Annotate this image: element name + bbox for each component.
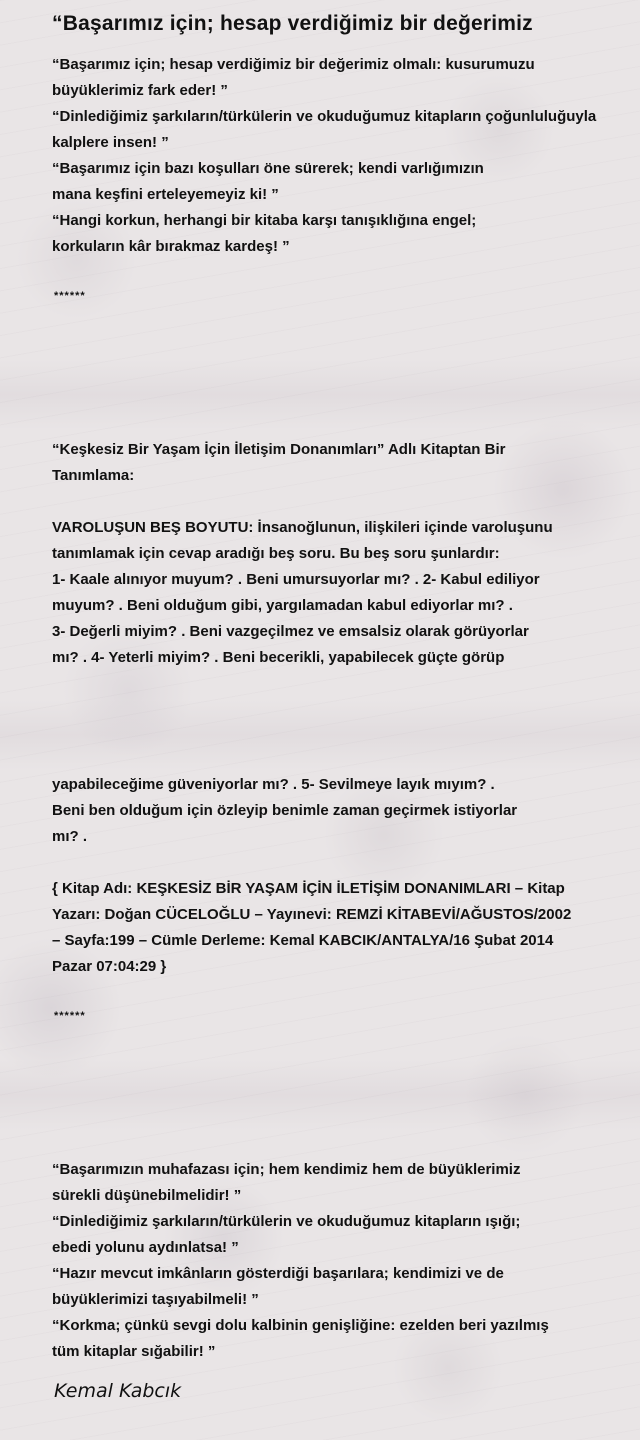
definition-line: yapabileceğime güveniyorlar mı? . 5- Sevilmeye layık mıyım? . xyxy=(52,776,495,793)
poem-first xyxy=(52,52,632,260)
poem-line: büyüklerimiz fark eder! ” xyxy=(52,82,228,99)
book-heading xyxy=(52,437,632,489)
definition-line: 1- Kaale alınıyor muyum? . Beni umursuyorlar mı? . 2- Kabul ediliyor xyxy=(52,571,540,588)
definition-line: mı? . xyxy=(52,828,88,845)
citation-line: Yazarı: Doğan CÜCELOĞLU – Yayınevi: REMZİ KİTABEVİ/AĞUSTOS/2002 xyxy=(52,906,572,923)
definition-part-1 xyxy=(52,515,632,671)
separator: ****** xyxy=(54,1010,86,1022)
poem-line: “Hangi korkun, herhangi bir kitaba karşı tanışıklığına engel; xyxy=(52,212,477,229)
heading-line: Tanımlama: xyxy=(52,467,135,484)
poem-line: “Korkma; çünkü sevgi dolu kalbinin genişliğine: ezelden beri yazılmış xyxy=(52,1317,549,1334)
poem-line: “Hazır mevcut imkânların gösterdiği başarılara; kendimizi ve de xyxy=(52,1265,504,1282)
definition-line: 3- Değerli miyim? . Beni vazgeçilmez ve emsalsiz olarak görüyorlar xyxy=(52,623,529,640)
poem-line: sürekli düşünebilmelidir! ” xyxy=(52,1187,242,1204)
poem-line: büyüklerimizi taşıyabilmeli! ” xyxy=(52,1291,259,1308)
poem-line: kalplere insen! ” xyxy=(52,134,169,151)
definition-line: mı? . 4- Yeterli miyim? . Beni becerikli, yapabilecek güçte görüp xyxy=(52,649,505,666)
paper-texture-band xyxy=(0,1060,640,1130)
definition-part-2 xyxy=(52,772,632,850)
poem-line: “Başarımız için bazı koşulları öne sürerek; kendi varlığımızın xyxy=(52,160,484,177)
poem-second xyxy=(52,1157,632,1365)
book-citation xyxy=(52,876,632,980)
poem-line: “Dinlediğimiz şarkıların/türkülerin ve okuduğumuz kitapların çoğunluluğuyla xyxy=(52,108,597,125)
definition-line: Beni ben olduğum için özleyip benimle zaman geçirmek istiyorlar xyxy=(52,802,518,819)
poem-line: tüm kitaplar sığabilir! ” xyxy=(52,1343,216,1360)
poem-line: ebedi yolunu aydınlatsa! ” xyxy=(52,1239,239,1256)
poem-line: mana keşfini erteleyemeyiz ki! ” xyxy=(52,186,279,203)
separator: ****** xyxy=(54,290,86,302)
definition-line: VAROLUŞUN BEŞ BOYUTU: İnsanoğlunun, ilişkileri içinde varoluşunu xyxy=(52,519,553,536)
author-signature: Kemal Kabcık xyxy=(54,1380,182,1402)
citation-line: Pazar 07:04:29 } xyxy=(52,958,167,975)
paper-texture-band xyxy=(0,360,640,430)
page-title: “Başarımız için; hesap verdiğimiz bir değerimiz xyxy=(52,12,533,35)
definition-line: tanımlamak için cevap aradığı beş soru. Bu beş soru şunlardır: xyxy=(52,545,500,562)
heading-line: “Keşkesiz Bir Yaşam İçin İletişim Donanımları” Adlı Kitaptan Bir xyxy=(52,441,506,458)
poem-line: “Dinlediğimiz şarkıların/türkülerin ve okuduğumuz kitapların ışığı; xyxy=(52,1213,521,1230)
paper-texture-band xyxy=(0,700,640,770)
definition-line: muyum? . Beni olduğum gibi, yargılamadan kabul ediyorlar mı? . xyxy=(52,597,513,614)
poem-line: “Başarımız için; hesap verdiğimiz bir değerimiz olmalı: kusurumuzu xyxy=(52,56,535,73)
poem-line: “Başarımızın muhafazası için; hem kendimiz hem de büyüklerimiz xyxy=(52,1161,521,1178)
poem-line: korkuların kâr bırakmaz kardeş! ” xyxy=(52,238,290,255)
citation-line: { Kitap Adı: KEŞKESİZ BİR YAŞAM İÇİN İLETİŞİM DONANIMLARI – Kitap xyxy=(52,880,565,897)
citation-line: – Sayfa:199 – Cümle Derleme: Kemal KABCIK/ANTALYA/16 Şubat 2014 xyxy=(52,932,554,949)
